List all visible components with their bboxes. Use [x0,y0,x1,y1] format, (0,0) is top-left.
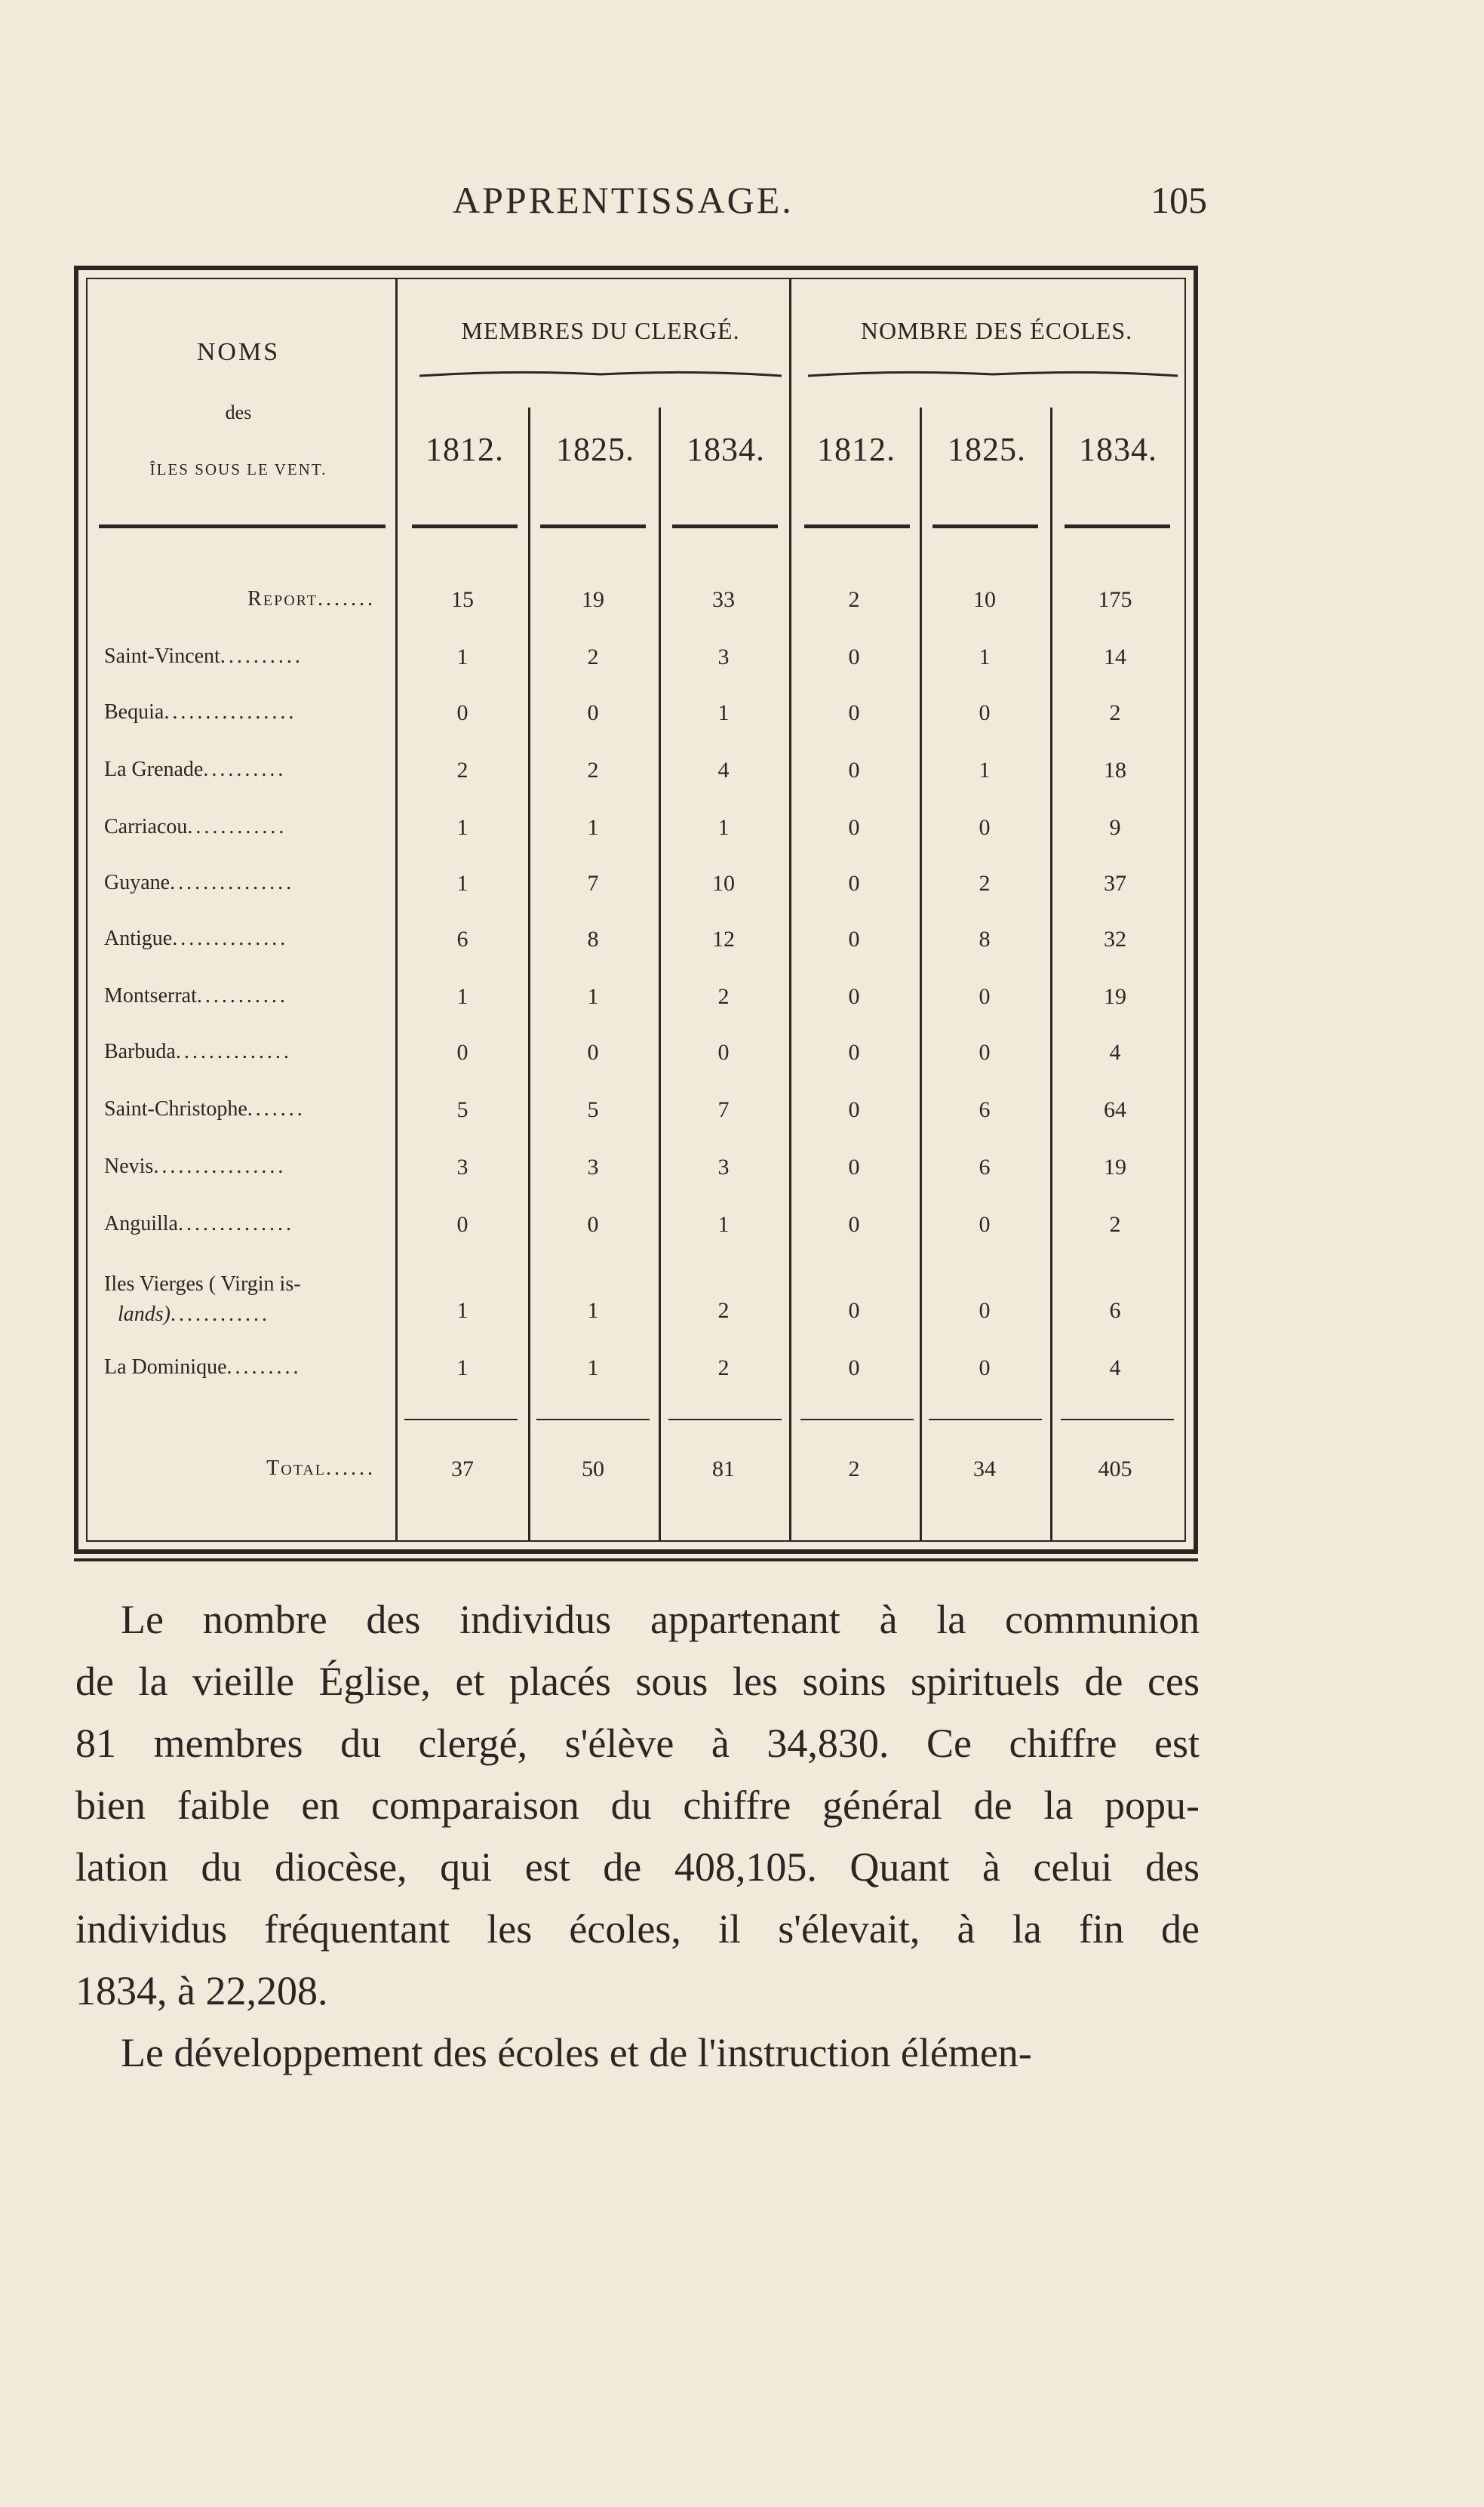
year-clergy-1825: 1825. [556,431,634,468]
paragraph-line: bien faible en comparaison du chiffre général de la popu- [75,1783,1200,1828]
table-cell: 5 [456,1097,469,1122]
row-label-text: Carriacou [104,815,188,838]
row-label-text: lands) [118,1303,171,1326]
row-label [104,1155,383,1179]
year-clergy-1812: 1812. [426,431,504,468]
year-schools-1812: 1812. [817,431,896,468]
row-label-text: Guyane [104,871,171,894]
schools-brace [808,368,1178,379]
table-cell: 2 [848,587,860,612]
table-cell: 5 [587,1097,599,1122]
table-cell: 0 [848,871,860,896]
table-cell: 175 [1098,587,1132,612]
leader-dots: ....... [318,587,376,611]
paragraph-line: Le nombre des individus appartenant à la communion [121,1597,1200,1642]
row-label [104,700,383,724]
table-cell: 4 [717,758,730,783]
paragraph-line: lation du diocèse, qui est de 408,105. Quant à celui des [75,1844,1200,1890]
table-cell: 1 [456,1298,469,1323]
table-cell: 0 [848,700,860,725]
table-cell: 0 [587,1040,599,1065]
row-label [104,644,383,669]
table-cell: 1 [979,644,991,669]
total-rule [800,1419,914,1420]
table-cell: 0 [848,1155,860,1180]
total-rule [1061,1419,1174,1420]
year-clergy-1834: 1834. [687,431,765,468]
page-number: 105 [1151,179,1207,221]
total-cell: 2 [848,1457,860,1481]
row-label [104,1269,383,1330]
table-cell: 6 [1109,1298,1121,1323]
row-label [104,1040,383,1064]
table-cell: 1 [979,758,991,783]
table-cell: 10 [973,587,996,612]
table-cell: 8 [979,927,991,952]
leader-dots: .......... [220,644,303,668]
table-cell: 33 [712,587,735,612]
table-cell: 0 [848,758,860,783]
row-label-line: Iles Vierges ( Virgin is- [104,1272,301,1296]
table-cell: 0 [979,1298,991,1323]
paragraph-line: de la vieille Église, et placés sous les soins spirituels de ces [75,1659,1200,1704]
schools-group-header: NOMBRE DES ÉCOLES. [860,317,1133,344]
table-cell: 0 [848,815,860,840]
table-cell: 14 [1104,644,1126,669]
table-cell: 1 [456,984,469,1009]
row-label [104,1212,383,1236]
table-cell: 0 [848,644,860,669]
table-cell: 0 [456,700,469,725]
column-rule [1050,408,1052,1540]
total-cell: 34 [973,1457,996,1481]
year-schools-1834: 1834. [1079,431,1157,468]
table-cell: 3 [717,644,730,669]
body-paragraph [75,1589,1200,2084]
table-cell: 0 [848,1355,860,1380]
table-cell: 1 [717,815,730,840]
table-cell: 1 [456,871,469,896]
leader-dots: ........... [196,984,288,1007]
table-cell: 3 [717,1155,730,1180]
table-cell: 1 [587,984,599,1009]
row-label-text: Saint-Vincent [104,644,220,668]
table-cell: 0 [979,984,991,1009]
leader-dots: ................ [153,1155,287,1178]
paragraph-line: individus fréquentant les écoles, il s'élevait, à la fin de [75,1906,1200,1952]
row-label-text: La Grenade [104,758,204,781]
table-cell: 12 [712,927,735,952]
row-label-text: Anguilla [104,1212,178,1235]
names-column-header [88,279,389,478]
header-separator [99,524,386,528]
paragraph-line: 1834, à 22,208. [75,1968,328,2013]
table-cell: 2 [979,871,991,896]
leader-dots: ............... [170,871,295,894]
table-cell: 2 [717,1355,730,1380]
table-cell: 0 [848,1040,860,1065]
table-cell: 1 [587,1355,599,1380]
total-cell: 81 [712,1457,735,1481]
table-cell: 2 [587,758,599,783]
leader-dots: ............ [171,1303,270,1326]
table-cell: 1 [587,815,599,840]
leader-dots: ................ [164,700,297,724]
leader-dots: ............ [187,815,287,838]
table-cell: 7 [587,871,599,896]
table-cell: 0 [979,815,991,840]
table-cell: 0 [587,1212,599,1237]
table-cell: 0 [848,1097,860,1122]
table-cell: 4 [1109,1040,1121,1065]
row-label [104,1355,383,1380]
row-label [104,871,383,895]
table-cell: 0 [979,700,991,725]
table-cell: 1 [456,815,469,840]
table-cell: 0 [456,1212,469,1237]
table-cell: 2 [456,758,469,783]
running-title: APPRENTISSAGE. [453,179,794,221]
row-label [104,815,383,839]
table-cell: 1 [717,1212,730,1237]
table-cell: 19 [582,587,604,612]
noms-heading: NOMS [196,338,281,366]
row-label-text: Barbuda [104,1040,176,1063]
table-cell: 4 [1109,1355,1121,1380]
table-cell: 19 [1104,1155,1126,1180]
total-rule [404,1419,518,1420]
leader-dots: ....... [247,1097,306,1121]
column-rule [789,279,791,1540]
table-cell: 9 [1109,815,1121,840]
leader-dots: .............. [178,1212,294,1235]
row-label [104,1097,383,1121]
table-cell: 6 [979,1155,991,1180]
table-cell: 0 [717,1040,730,1065]
row-label [104,984,383,1008]
table-cell: 2 [1109,1212,1121,1237]
table-cell: 0 [848,984,860,1009]
table-cell: 3 [456,1155,469,1180]
row-label-line [104,1300,383,1330]
table-cell: 1 [456,644,469,669]
clergy-group-header: MEMBRES DU CLERGÉ. [461,317,740,344]
clergy-brace [419,368,782,379]
row-label-text: Montserrat [104,984,197,1007]
row-label [104,927,383,951]
table-cell: 2 [1109,700,1121,725]
column-rule [395,279,398,1540]
table-cell: 2 [717,1298,730,1323]
table-cell: 0 [456,1040,469,1065]
paragraph-line: 81 membres du clergé, s'élève à 34,830. Ce chiffre est [75,1721,1200,1766]
year-schools-1825: 1825. [948,431,1026,468]
total-rule [536,1419,650,1420]
table-cell: 3 [587,1155,599,1180]
running-header [453,178,1207,238]
header-separator [804,524,910,528]
table-cell: 2 [717,984,730,1009]
leader-dots: .............. [175,1040,292,1063]
table-cell: 0 [587,700,599,725]
row-label-text: La Dominique [104,1355,227,1379]
row-label-text: Bequia [104,700,164,724]
table-cell: 0 [848,927,860,952]
des-heading: des [225,401,252,423]
table-cell: 6 [979,1097,991,1122]
table-inner [88,279,1184,1540]
row-label-text: Antigue [104,927,173,950]
header-separator [412,524,518,528]
table-cell: 10 [712,871,735,896]
table-cell: 1 [717,700,730,725]
table-cell: 37 [1104,871,1126,896]
row-label-text: Saint-Christophe [104,1097,247,1121]
table-cell: 0 [979,1040,991,1065]
total-label-text: Total [266,1457,326,1480]
paragraph-next-line: Le développement des écoles et de l'instruction élémen- [121,2030,1032,2075]
table-cell: 0 [848,1298,860,1323]
table-cell: 0 [848,1212,860,1237]
row-label-text: Nevis [104,1155,154,1178]
table-cell: 18 [1104,758,1126,783]
row-label [104,587,383,611]
table-cell: 1 [456,1355,469,1380]
total-cell: 37 [451,1457,474,1481]
column-rule [659,408,661,1540]
total-cell: 50 [582,1457,604,1481]
table-cell: 7 [717,1097,730,1122]
row-label-text: Report [247,587,318,611]
header-separator [672,524,778,528]
column-rule [920,408,922,1540]
table-cell: 6 [456,927,469,952]
leader-dots: ......... [226,1355,302,1379]
total-cell: 405 [1098,1457,1132,1481]
header-separator [1065,524,1170,528]
total-rule [929,1419,1042,1420]
statistics-table [74,266,1198,1554]
table-cell: 0 [979,1212,991,1237]
table-cell: 19 [1104,984,1126,1009]
table-cell: 8 [587,927,599,952]
total-rule [668,1419,782,1420]
table-cell: 0 [979,1355,991,1380]
iles-heading: ÎLES SOUS LE VENT. [149,460,327,478]
leader-dots: .......... [203,758,287,781]
row-label [104,758,383,782]
table-cell: 64 [1104,1097,1126,1122]
header-separator [540,524,646,528]
table-cell: 32 [1104,927,1126,952]
total-label [104,1457,383,1481]
leader-dots: ...... [326,1457,376,1480]
column-rule [528,408,530,1540]
table-cell: 15 [451,587,474,612]
header-separator [932,524,1038,528]
leader-dots: .............. [172,927,289,950]
table-cell: 2 [587,644,599,669]
table-cell: 1 [587,1298,599,1323]
